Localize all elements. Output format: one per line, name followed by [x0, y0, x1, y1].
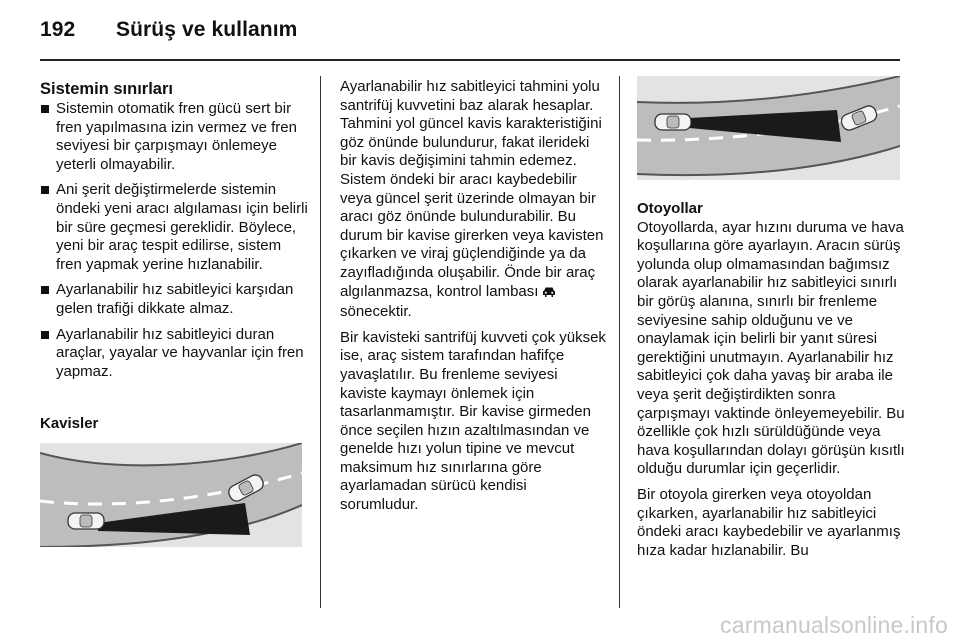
bullet-text: Sistemin otomatik fren gücü sert bir fren yapılmasına izin vermez ve fren seviyesi bir çarpışmayı önlemeye yeterli olmayabilir.: [56, 100, 297, 173]
car-front-icon: [542, 285, 556, 304]
bullet-item: [40, 181, 308, 274]
paragraph-highway-speed: Otoyollarda, ayar hızını duruma ve hava koşullarına göre ayarlayın. Aracın sürüş yolunda olup olmamasından bağımsız olarak ayarlanabilir hız sabitleyici sınırlı bir görüş alanına, sınırlı bir frenleme seviyesine sahip olduğunu ve ve onaylamak için belirli bir yanıt süresi gerektiğini unutmayın. Ayarlanabilir hız sabitleyici çok daha yavaş bir araba ile veya şerit değiştirdikten sonra çarpışmayı vaktinde önleyemeyebilir. Bu özellikle çok hızlı sürüldüğünde veya hava koşullarından dolayı görüşün kısıtlı olduğu durumlar için geçerlidir.: [637, 218, 905, 478]
highway-svg: [637, 76, 900, 180]
curve-road-illustration: [40, 443, 302, 547]
highway-illustration: [637, 76, 900, 180]
bullet-text: Ani şerit değiştirmelerde sistemin öndeki yeni aracı algılaması için belirli bir süre geçmesi gereklidir. Böylece, yeni bir araç tespit edilirse, sistem fren yapmak yerine hızlanabilir.: [56, 181, 308, 273]
square-bullet-icon: [41, 331, 49, 339]
square-bullet-icon: [41, 286, 49, 294]
curve-road-svg: [40, 443, 302, 547]
column-divider-2: [619, 76, 620, 608]
column-2: [340, 78, 608, 522]
own-car-icon: [68, 513, 104, 529]
paragraph-highway-entry: Bir otoyola girerken veya otoyoldan çıkarken, ayarlanabilir hız sabitleyici öndeki aracı kaybedebilir ve ayarlanmış hıza kadar hızlanabilir. Bu: [637, 485, 901, 559]
column-3: [637, 200, 909, 567]
paragraph-curve-calc: [340, 78, 608, 322]
paragraph-centrifugal: Bir kavisteki santrifüj kuvveti çok yüksek ise, araç sistem tarafından hafifçe yavaşlatılır. Bu frenleme seviyesi kaviste kaymayı önlemek için tasarlanmamıştır. Bir kavise girmeden önce seçilen hızın azaltılmasından ve genelde hızı yolun tipine ve mevcut maksimum hız sınırlarına göre ayarlamadan sürücü kendisi sorumludur.: [340, 328, 606, 514]
section-title: Sürüş ve kullanım: [116, 18, 298, 41]
square-bullet-icon: [41, 186, 49, 194]
bullet-item: [40, 326, 308, 382]
section-heading-highways: Otoyollar: [637, 200, 703, 217]
page-number: 192: [40, 18, 76, 41]
page-header: [40, 18, 297, 42]
own-car-icon: [655, 114, 691, 130]
column-1: [40, 76, 308, 388]
subheading-curves: Kavisler: [40, 415, 99, 432]
square-bullet-icon: [41, 105, 49, 113]
bullet-item: [40, 281, 308, 318]
paragraph-text: sönecektir.: [340, 303, 412, 321]
paragraph-text: Ayarlanabilir hız sabitleyici tahmini yolu santrifüj kuvvetini baz alarak hesaplar. Tahmini yol güncel kavis karakteristiğini göz önünde bulundurur, fakat ilerideki bir kavis değişimini tahmin edemez. Sistem öndeki bir aracı kaybedebilir veya güncel şerit üzerinde olmayan bir aracı göz önünde bulundurabilir. Bu durum bir kavise girerken veya kavisten çıkarken ve viraj güçlendiğinde ya da zayıfladığında oluşabilir. Önde bir araç algılanmazsa, kontrol lambası: [340, 78, 604, 300]
header-rule: [40, 59, 900, 61]
bullet-item: [40, 100, 308, 174]
section-heading-system-limits: Sistemin sınırları: [40, 80, 173, 98]
column-divider-1: [320, 76, 321, 608]
bullet-text: Ayarlanabilir hız sabitleyici duran araçlar, yayalar ve hayvanlar için fren yapmaz.: [56, 325, 304, 380]
limits-bullet-list: [40, 100, 308, 381]
watermark: carmanualsonline.info: [720, 612, 948, 638]
bullet-text: Ayarlanabilir hız sabitleyici karşıdan gelen trafiği dikkate almaz.: [56, 281, 294, 317]
